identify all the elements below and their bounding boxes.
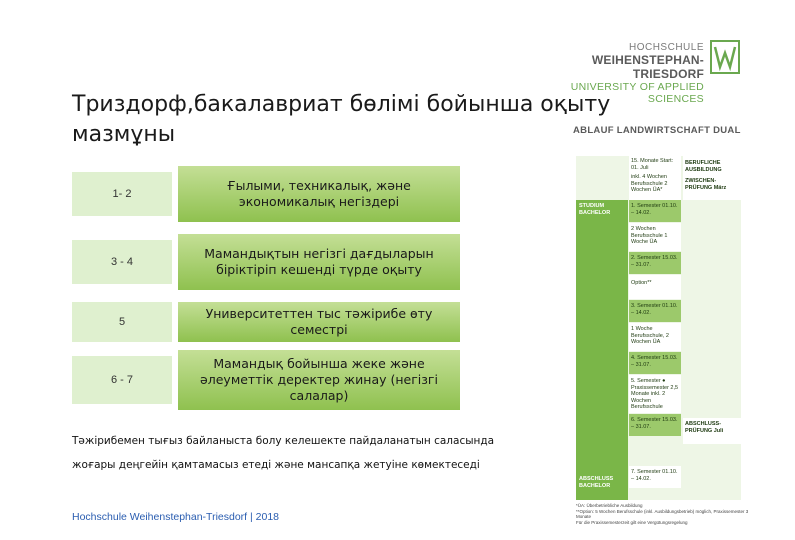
row-semester-5 <box>72 302 460 342</box>
row-semester-3-4 <box>72 234 460 290</box>
semester-number: 6 - 7 <box>72 356 172 404</box>
study-flow-panel <box>576 156 741 500</box>
zwischenpruefung-label: ZWISCHEN-PRÜFUNG März <box>685 178 727 191</box>
mid-cell: inkl. 4 Wochen Berufsschule 2 Wochen ÜA* <box>631 174 668 193</box>
mid-cell: 2 Wochen Berufsschule 1 Woche ÜA <box>631 226 668 245</box>
panel-title: ABLAUF LANDWIRTSCHAFT DUAL <box>573 125 741 136</box>
panel-note-line: Für die Praxissemesterzeit gilt eine Vergütungsregelung <box>576 519 688 525</box>
mid-cell: Option** <box>631 280 652 286</box>
row-description: Мамандықтын негізгі дағдыларын біріктіріп кешенді түрде оқыту <box>178 234 460 290</box>
mid-cell: 15. Monate Start: 01. Juli <box>631 158 674 171</box>
ausbildung-label: BERUFLICHE AUSBILDUNG <box>685 160 722 173</box>
studium-column <box>576 200 628 500</box>
page-title: Триздорф,бакалавриат бөлімі бойынша оқыту мазмұны <box>72 92 611 147</box>
mid-cell: 3. Semester 01.10. – 14.02. <box>631 303 678 316</box>
mid-cell: 6. Semester 15.03. – 31.07. <box>631 417 678 430</box>
semester-number: 5 <box>72 302 172 342</box>
body-text-line-1: Тәжірибемен тығыз байланыста болу келешекте пайдаланатын саласында <box>72 435 495 447</box>
abschluss-label: ABSCHLUSS BACHELOR <box>579 476 614 489</box>
w-logo-glyph <box>712 42 738 72</box>
mid-cell: 7. Semester 01.10. – 14.02. <box>631 469 678 482</box>
row-semester-1-2 <box>72 166 460 222</box>
mid-cell: 2. Semester 15.03. – 31.07. <box>631 255 678 268</box>
panel-notes <box>576 503 756 525</box>
mid-cell: 1. Semester 01.10. – 14.02. <box>631 203 678 216</box>
semester-number: 3 - 4 <box>72 240 172 284</box>
row-description: Ғылыми, техникалық, және экономикалық негіздері <box>178 166 460 222</box>
mid-cell: 4. Semester 15.03. – 31.07. <box>631 355 678 368</box>
studium-label: STUDIUM BACHELOR <box>579 203 611 216</box>
logo-line-2: WEIHENSTEPHAN-TRIESDORF <box>591 53 704 81</box>
panel-note-line: *ÜA: Überbetriebliche Ausbildung <box>576 503 643 508</box>
row-description: Университеттен тыс тәжірибе өту семестрі <box>178 302 460 342</box>
panel-note-line: **Option: 5 Wochen Berufsschule (inkl. Ausbildungsbetrieb) möglich, Praxissemester 3 Monate <box>576 508 749 519</box>
semester-number: 1- 2 <box>72 172 172 216</box>
footer-text: Hochschule Weihenstephan-Triesdorf | 2018 <box>72 511 280 523</box>
mid-cell: 1 Woche Berufsschule, 2 Wochen ÜA <box>631 326 669 345</box>
mid-block-option <box>629 275 681 299</box>
row-semester-6-7 <box>72 350 460 410</box>
mid-cell: 5. Semester ● Praxissemester 2,5 Monate inkl. 2 Wochen Berufsschule <box>631 378 679 410</box>
logo-line-3: UNIVERSITY OF APPLIED SCIENCES <box>570 81 704 105</box>
logo-line-1: HOCHSCHULE <box>628 42 704 53</box>
body-text-line-2: жоғары деңгейін қамтамасыз етеді және мансапқа жетуіне көмектеседі <box>72 459 480 471</box>
abschlusspruefung-label: ABSCHLUSS-PRÜFUNG Juli <box>685 421 724 434</box>
w-logo-icon <box>710 40 740 74</box>
row-description: Мамандық бойынша жеке және әлеуметтік деректер жинау (негізгі салалар) <box>178 350 460 410</box>
